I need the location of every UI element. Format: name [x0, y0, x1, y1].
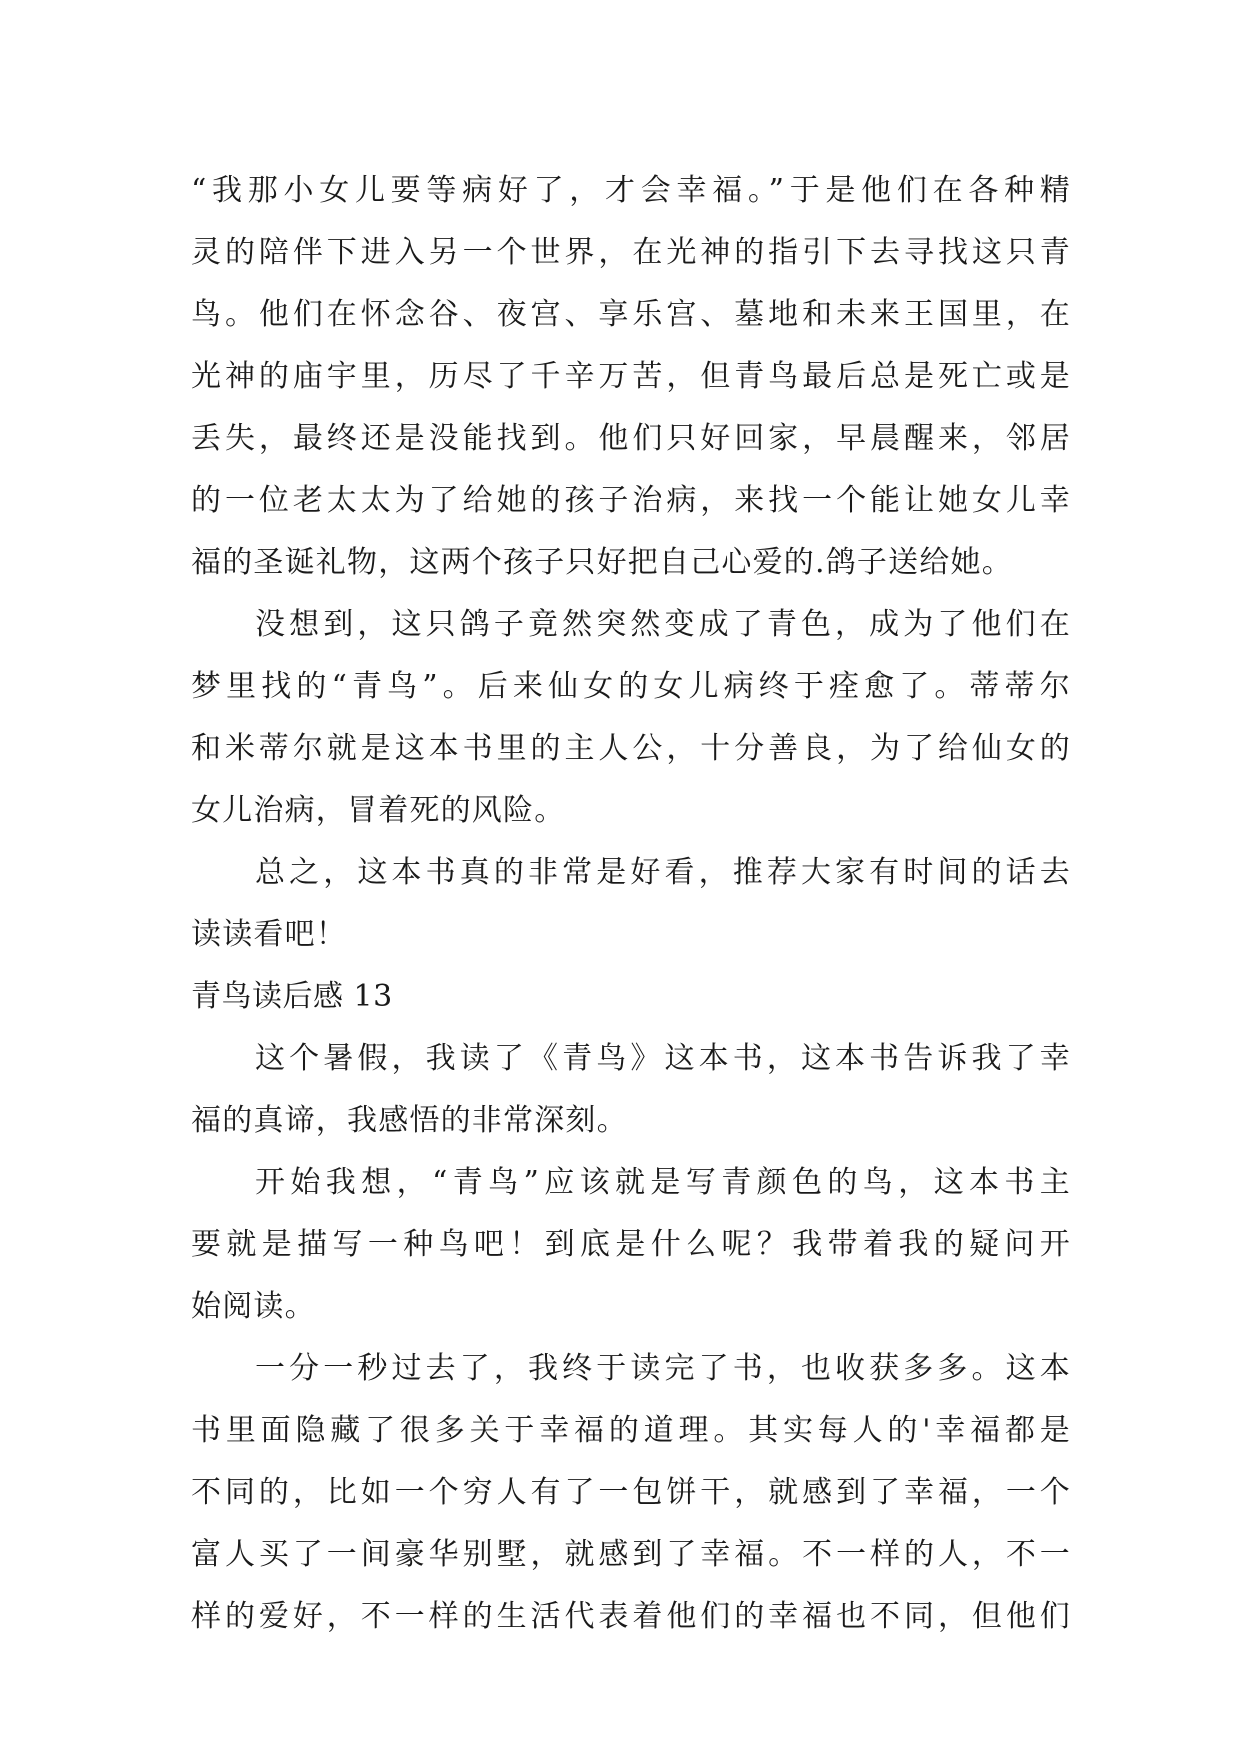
text-line: 福的真谛，我感悟的非常深刻。 [191, 1103, 628, 1138]
text-line: 富人买了一间豪华别墅，就感到了幸福。不一样的人，不一 [191, 1537, 1071, 1572]
text-line: 灵的陪伴下进入另一个世界，在光神的指引下去寻找这只青 [191, 235, 1071, 270]
text-line: 没想到，这只鸽子竟然突然变成了青色，成为了他们在 [255, 607, 1071, 642]
text-line: 的一位老太太为了给她的孩子治病，来找一个能让她女儿幸 [191, 483, 1071, 518]
text-line: 书里面隐藏了很多关于幸福的道理。其实每人的'幸福都是 [191, 1413, 1071, 1448]
text-line: 梦里找的“青鸟”。后来仙女的女儿病终于痊愈了。蒂蒂尔 [191, 669, 1071, 704]
text-line: 始阅读。 [191, 1289, 316, 1324]
section-title: 青鸟读后感 13 [191, 979, 393, 1014]
text-line: 开始我想，“青鸟”应该就是写青颜色的鸟，这本书主 [255, 1165, 1071, 1200]
text-line: 和米蒂尔就是这本书里的主人公，十分善良，为了给仙女的 [191, 731, 1071, 766]
body-text [191, 160, 1071, 1648]
text-line: 鸟。他们在怀念谷、夜宫、享乐宫、墓地和未来王国里，在 [191, 297, 1071, 332]
text-line: 一分一秒过去了，我终于读完了书，也收获多多。这本 [255, 1351, 1071, 1386]
text-line: 丢失，最终还是没能找到。他们只好回家，早晨醒来，邻居 [191, 421, 1071, 456]
text-line: 女儿治病，冒着死的风险。 [191, 793, 566, 828]
text-line: 读读看吧！ [191, 917, 347, 952]
text-line: “我那小女儿要等病好了，才会幸福。”于是他们在各种精 [191, 173, 1071, 208]
text-line: 这个暑假，我读了《青鸟》这本书，这本书告诉我了幸 [255, 1041, 1071, 1076]
text-line: 不同的，比如一个穷人有了一包饼干，就感到了幸福，一个 [191, 1475, 1071, 1510]
text-line: 总之，这本书真的非常是好看，推荐大家有时间的话去 [255, 855, 1071, 890]
text-line: 样的爱好，不一样的生活代表着他们的幸福也不同，但他们 [191, 1599, 1071, 1634]
text-line: 要就是描写一种鸟吧！到底是什么呢？我带着我的疑问开 [191, 1227, 1071, 1262]
text-line: 福的圣诞礼物，这两个孩子只好把自己心爱的.鸽子送给她。 [191, 545, 1013, 580]
text-line: 光神的庙宇里，历尽了千辛万苦，但青鸟最后总是死亡或是 [191, 359, 1071, 394]
